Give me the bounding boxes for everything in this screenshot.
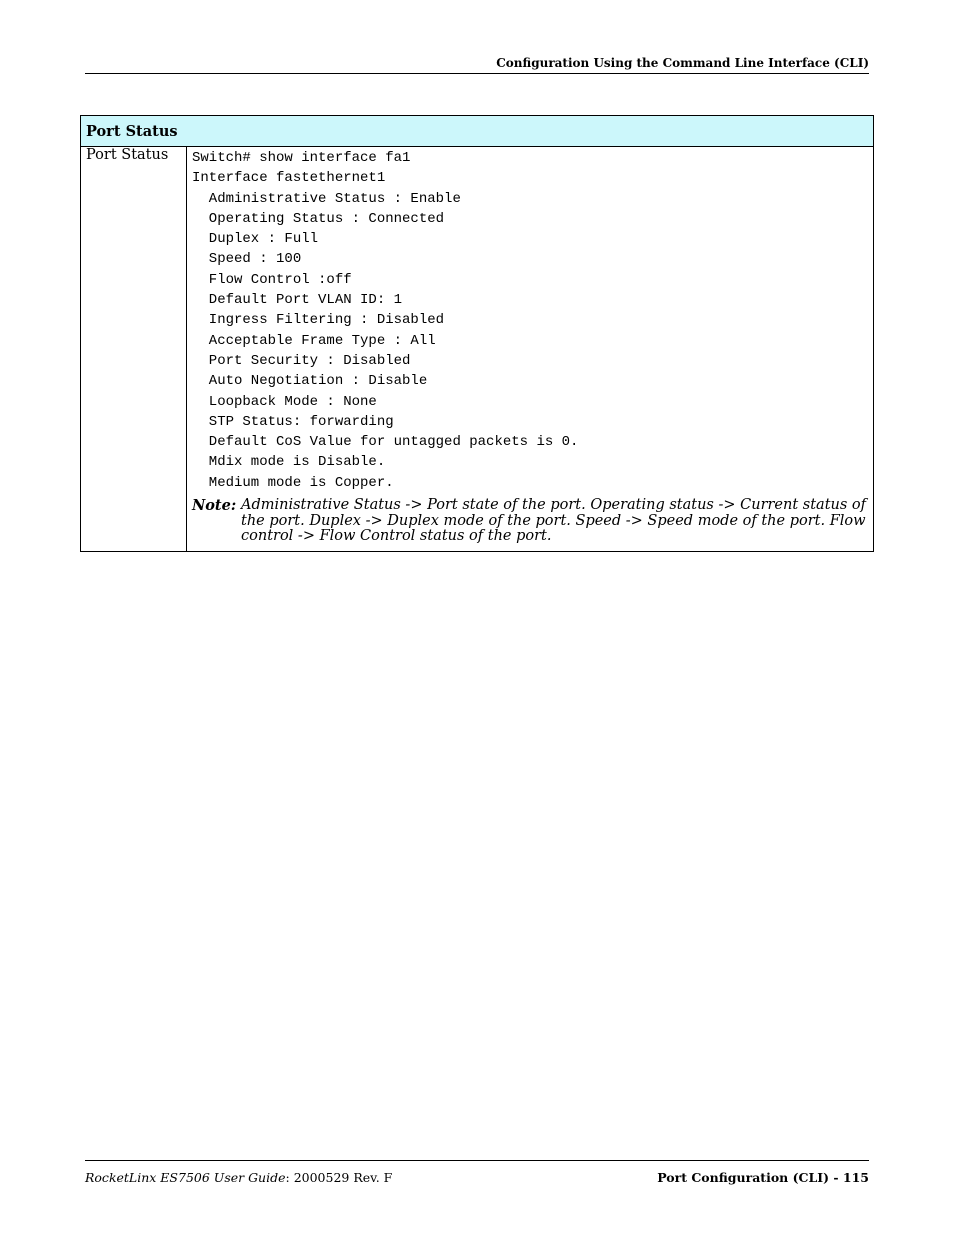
note-text: Administrative Status -> Port state of the port. Operating status -> Current status of the port. Duplex -> Duplex mode of the port. Speed -> Speed mode of the port. Flow control -> Flow Control status of the port.: [241, 497, 867, 545]
cli-line: Ingress Filtering : Disabled: [192, 312, 445, 329]
cli-line: Default CoS Value for untagged packets is 0.: [192, 434, 579, 451]
row-content: [187, 147, 874, 552]
cli-line: Acceptable Frame Type : All: [192, 332, 436, 349]
command-table: [80, 115, 874, 552]
cli-line: Default Port VLAN ID: 1: [192, 292, 403, 309]
cli-line: Administrative Status : Enable: [192, 190, 461, 207]
cli-line: Speed : 100: [192, 251, 302, 268]
cli-line: Auto Negotiation : Disable: [192, 373, 428, 390]
cli-line: Switch# show interface fa1: [192, 150, 411, 166]
cli-line: Medium mode is Copper.: [192, 474, 394, 491]
footer-doc-number: : 2000529 Rev. F: [285, 1170, 393, 1185]
footer-doc-title: RocketLinx ES7506 User Guide: [85, 1170, 286, 1185]
table-header-row: [81, 116, 874, 147]
cli-line: Operating Status : Connected: [192, 210, 445, 227]
table-row: [81, 147, 874, 552]
cli-line: Port Security : Disabled: [192, 352, 411, 369]
note-label: Note:: [192, 497, 237, 515]
row-label: Port Status: [81, 147, 187, 552]
footer-doc-info: [85, 1170, 392, 1185]
cli-line: Flow Control :off: [192, 271, 352, 288]
header-rule: [85, 73, 869, 74]
cli-line: STP Status: forwarding: [192, 413, 394, 430]
cli-output: [192, 147, 869, 493]
running-header-title: Configuration Using the Command Line Interface (CLI): [496, 56, 869, 70]
table-heading: Port Status: [81, 116, 874, 147]
cli-line: Loopback Mode : None: [192, 393, 377, 410]
cli-line: Duplex : Full: [192, 231, 319, 248]
footer-rule: [85, 1160, 869, 1161]
cli-line: Interface fastethernet1: [192, 170, 386, 187]
cli-line: Mdix mode is Disable.: [192, 454, 386, 471]
note: [192, 498, 869, 545]
footer-page-label: Port Configuration (CLI) - 115: [657, 1170, 869, 1185]
